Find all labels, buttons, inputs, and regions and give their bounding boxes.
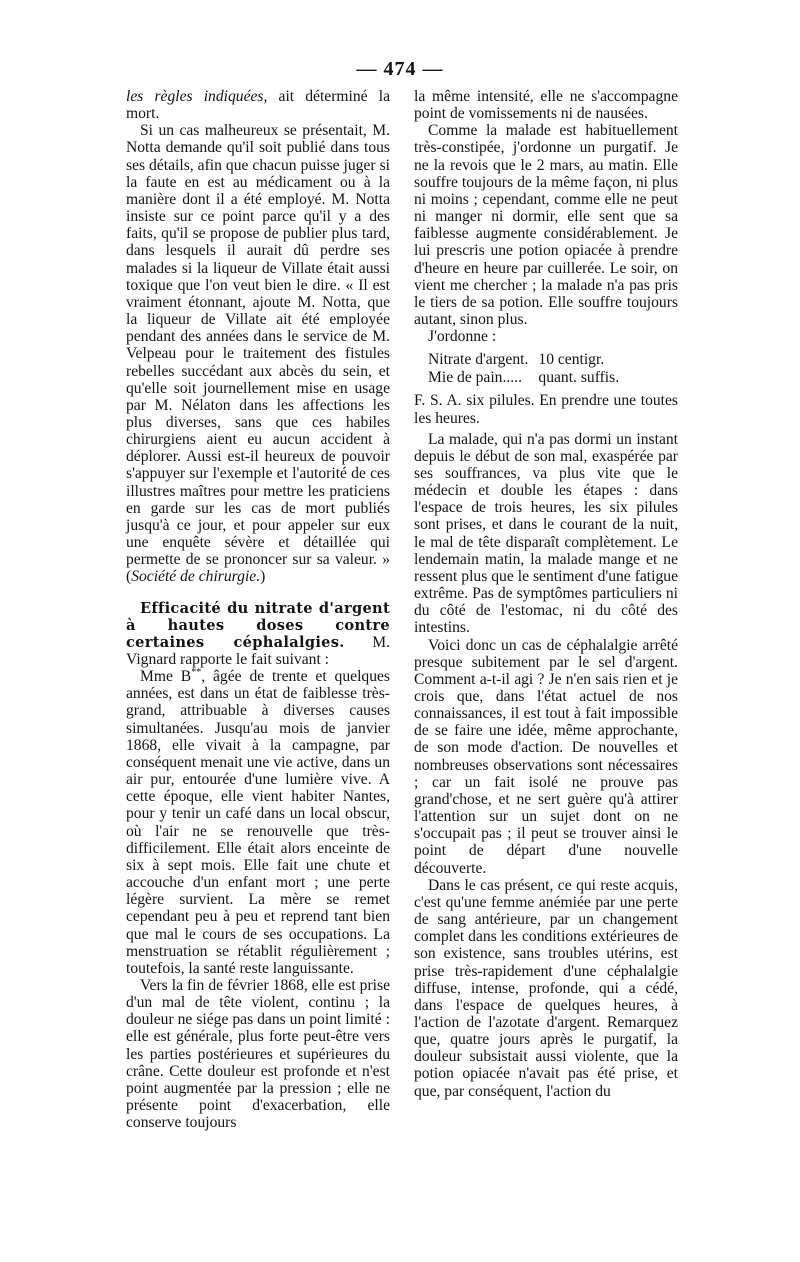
paragraph-text: , âgée de trente et quelques années, est dans un état de faiblesse très-grand, attribuable à diverses causes simultanées. Jusqu'au mois de janvier 1868, elle vivait à la campagne, par conséquent menait une vie active, dans un air pur, entourée d'une lumière vive. A cette époque, elle vient habiter Nantes, pour y tenir un café dans un local obscur, où l'air ne se renouvelle que très-difficilement. Elle était alors enceinte de six à sept mois. Elle fait une chute et accouche d'un enfant mort ; une perte légère survient. La mère se remet cependant peu à peu et reprend tant bien que mal le cours de ses occupations. La menstruation se rétablit régulièrement ; toutefois, la santé reste languissante. (126, 668, 390, 977)
prescription-table (428, 351, 629, 386)
paragraph-notta (126, 122, 390, 585)
paragraph-discussion: Voici donc un cas de céphalalgie arrêté presque subitement par le sel d'argent. Comment a-t-il agi ? Je n'en sais rien et je crois que, dans l'état actuel de nos connaissances, il est tout à fait impossible de se faire une idée, même approchante, de son mode d'action. De nouvelles et nombreuses observations sont nécessaires ; car un fait isolé ne prouve pas grand'chose, et ne sert guère qu'à attirer l'attention sur un sujet dont on ne s'occupait pas ; il peut se trouver ainsi le point de départ d'une nouvelle découverte. (414, 636, 678, 877)
source-citation: Société de chirurgie. (131, 568, 261, 586)
prescription-row (428, 369, 629, 387)
prescription-dose: 10 centigr. (538, 351, 605, 369)
paragraph-text: ait déterminé la mort. (126, 88, 391, 123)
paragraph-continued: la même intensité, elle ne s'accompagne point de vomissements ni de nausées. (414, 88, 678, 123)
right-column (414, 88, 678, 1100)
paragraph-case (126, 668, 390, 977)
paragraph-order: J'ordonne : (428, 328, 497, 346)
prescription-item: Nitrate d'argent. (428, 351, 529, 369)
paragraph-fsa: F. S. A. six pilules. En prendre une toutes les heures. (414, 392, 678, 427)
emphasis-text: les règles indiquées, (126, 88, 268, 105)
paragraph-text: M. Vignard rapporte le fait suivant : (126, 633, 390, 668)
honorific-abbr: Mme (140, 668, 173, 686)
paragraph-opening (126, 88, 390, 122)
prescription-dose: quant. suffis. (538, 368, 620, 386)
paragraph-text: Si un cas malheureux se présentait, M. Notta demande qu'il soit publié dans tous ses détails, afin que chacun puisse juger si la faute en est au médicament ou à la manière dont il a été employé. M. Notta insiste sur ce point parce qu'il y a des faits, qu'il se propose de publier plus tard, dans lesquels il aurait dû perdre ses malades si la liqueur de Villate était aussi toxique que l'on veut bien le dire. « Il est vraiment étonnant, ajoute M. Notta, que la liqueur de Villate ait été employée pendant des années dans le service de M. Velpeau pour le traitement des fistules rebelles succédant aux abcès du sein, et qu'elle soit journellement mise en usage par M. Nélaton dans les affections les plus diverses, sans que ces habiles chirurgiens aient eu aucun accident à déplorer. Aussi est-il heureux de pouvoir s'appuyer sur l'exemple et l'autorité de ces illustres maîtres pour mettre les praticiens en garde sur les cas de mort publiés jusqu'à ce jour, et pour appeler sur eux une enquête sévère et détaillée qui permette de se prononcer sur sa valeur. » ( (126, 122, 390, 586)
patient-initial: B (172, 668, 192, 686)
paragraph-onset: Vers la fin de février 1868, elle est prise d'un mal de tête violent, continu ; la douleur ne siége pas dans un point limité : elle est générale, plus forte peut-être vers les parties postérieures et supérieures du crâne. Cette douleur est profonde et n'est point augmentée par la pression ; elle ne présente point d'exacerbation, elle conserve toujours (126, 976, 390, 1132)
paragraph-treatment: Comme la malade est habituellement très-constipée, j'ordonne un purgatif. Je ne la revois que le 2 mars, au matin. Elle souffre toujours de la même façon, ni plus ni moins ; cependant, comme elle ne peut ni manger ni dormir, elle sent que sa faiblesse augmente considérablement. Je lui prescris une potion opiacée à prendre d'heure en heure par cuillerée. Le soir, on vient me chercher ; la malade n'a pas pris le tiers de sa potion. Elle souffre toujours autant, sinon plus. (414, 122, 678, 329)
anonymization-stars: ** (191, 666, 202, 678)
article-section (126, 600, 390, 669)
paragraph-conclusion: Dans le cas présent, ce qui reste acquis, c'est qu'une femme anémiée par une perte de sang antérieure, par un changement complet dans les conditions extérieures de son existence, sans troubles utérins, est prise très-rapidement d'une céphalalgie diffuse, intense, profonde, qui a cédé, dans l'espace de quelques heures, à l'action de l'azotate d'argent. Remarquez que, quatre jours après le purgatif, la douleur subsistait aussi violente, que la potion opiacée n'avait pas été prise, et que, par conséquent, l'action du (414, 876, 678, 1100)
paragraph-outcome: La malade, qui n'a pas dormi un instant depuis le début de son mal, exaspérée par ses souffrances, va plus vite que le médecin et double les étapes : dans l'espace de trois heures, les six pilules sont prises, et dans le courant de la nuit, le mal de tête disparaît complètement. Le lendemain matin, la malade mange et ne ressent plus que le sentiment d'une fatigue extrême. Pas de symptômes particuliers ni du côté de l'estomac, ni du côté des intestins. (414, 430, 678, 637)
left-column (126, 88, 390, 1131)
section-heading: Efficacité du nitrate d'argent à hautes doses contre certaines céphalalgies. (126, 599, 390, 651)
prescription-item: Mie de pain..... (428, 368, 522, 386)
paragraph-text: ) (260, 568, 266, 586)
page-number: — 474 — (356, 58, 444, 80)
prescription-row (428, 351, 629, 369)
